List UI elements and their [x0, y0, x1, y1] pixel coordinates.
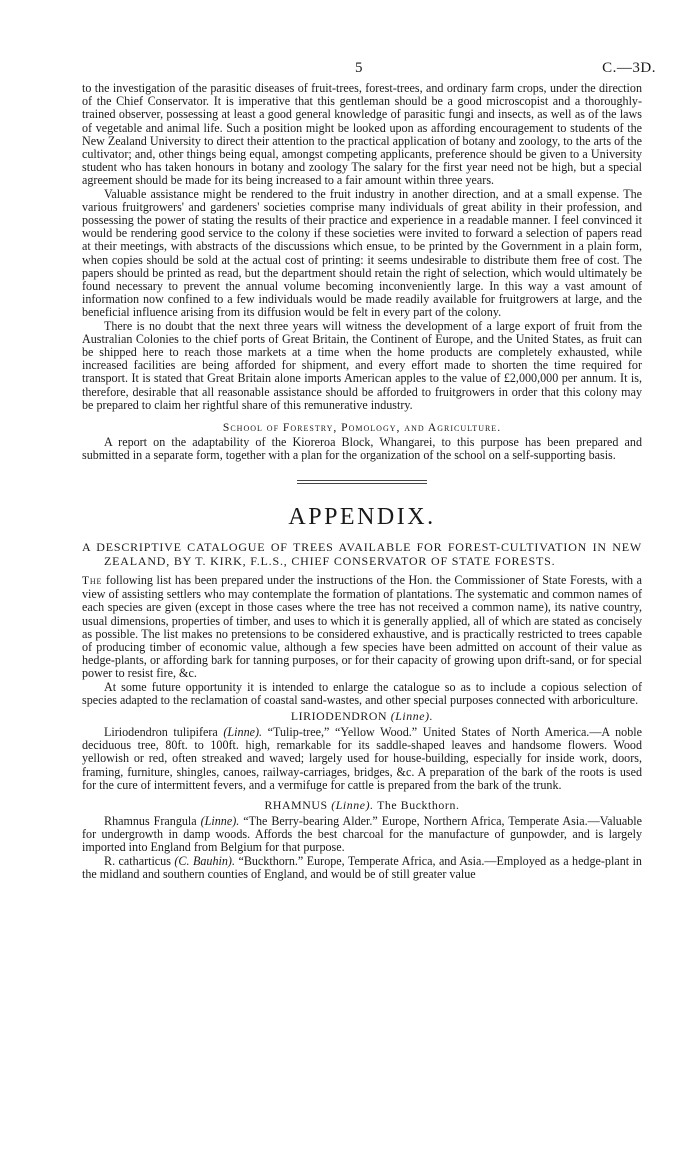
genus-authority: (Linne). — [390, 708, 434, 723]
species-entry — [82, 855, 642, 881]
genus-name: RHAMNUS — [264, 797, 328, 812]
species-latin: Rhamnus Frangula — [104, 813, 197, 828]
genus-name: LIRIODENDRON — [290, 708, 388, 723]
page-header — [0, 60, 700, 80]
species-latin: R. catharticus — [104, 853, 171, 868]
appendix-intro-lead: The — [82, 574, 103, 587]
appendix-intro-text: following list has been prepared under the instructions of the Hon. the Commissioner of State Forests, with a view of assisting settlers who may contemplate the formation of plantations. The systematic and common names of each species are given (except in those cases where the tree has not received a common name), its native country, usual dimensions, properties of timber, and uses to which it is generally applied, all of which are stated as concisely as possible. The list makes no pretensions to be considered exhaustive, and is practically restricted to trees capable of producing timber of economic value, although a few species have been admitted on account of their value as hedge-plants, or affording bark for tanning purposes, or for their capacity of growing upon drift-sand, or for special power to resist fire, &c. — [82, 572, 642, 681]
species-authority: (Linne). — [223, 724, 263, 739]
document-reference: C.—3D. — [602, 60, 656, 76]
species-entry — [82, 726, 642, 792]
intro-paragraph: There is no doubt that the next three years will witness the development of a large export of fruit from the Australian Colonies to the chief ports of Great Britain, the Continent of Europe, and the United States, as fruit can be shipped here to reach those markets at a time when the home products are completely exhausted, while increased facilities are being afforded for shipment, and every effort made to shorten the time required for transport. It is stated that Great Britain alone imports American apples to the value of £2,000,000 per annum. It is, therefore, desirable that all reasonable assistance should be afforded to fruitgrowers in order that this colony may be prepared to claim her rightful share of this remunerative industry. — [82, 318, 642, 412]
species-authority: (C. Bauhin). — [174, 853, 235, 868]
appendix-future-paragraph: At some future opportunity it is intended to enlarge the catalogue so as to include a copious selection of species adapted to the reclamation of coastal sand-wastes, and other special purposes connected with arboriculture. — [82, 679, 642, 707]
page-body — [82, 82, 642, 881]
genus-authority: (Linne). — [331, 797, 374, 812]
genus-heading — [82, 798, 642, 813]
school-section-heading: School of Forestry, Pomology, and Agriculture. — [222, 421, 502, 435]
genus-heading — [82, 709, 642, 724]
species-description: “The Berry-bearing Alder.” Europe, Northern Africa, Temperate Asia.—Valuable for undergrowth in damp woods. Affords the best charcoal for the manufacture of gunpowder, and is largely imported into England from Belgium for that purpose. — [82, 813, 642, 855]
appendix-intro-paragraph — [82, 574, 642, 681]
intro-paragraph: to the investigation of the parasitic diseases of fruit-trees, forest-trees, and ordinary farm crops, under the direction of the Chief Conservator. It is imperative that this gentleman should be a good microscopist and a thoroughly-trained observer, possessing at least a good general knowledge of parasitic fungi and insects, as well as of the laws of vegetable and animal life. Such a position might be looked upon as affording encouragement to students of the New Zealand University to direct their attention to the practical application of botany and zoology, to the arts of the cultivator; and, other things being equal, amongst competing applicants, preference should be given to a University student who has taken honours in botany and zoology The salary for the first year need not be high, but a special agreement should be made for its being increased to a fair amount within three years. — [82, 81, 642, 188]
appendix-title: APPENDIX. — [288, 504, 436, 531]
page-number: 5 — [355, 60, 363, 76]
intro-paragraph: Valuable assistance might be rendered to the fruit industry in another direction, and at a small expense. The various fruitgrowers' and gardeners' societies comprise many individuals of great ability in their profession, and possessing the power of stating the results of their practice and experience in a readable manner. I feel convinced it would be rendering good service to the colony if these societies were invited to forward a selection of papers read at their meetings, with abstracts of the discussions which ensue, to be printed by the Government in a plain form, when copies should be sold at the actual cost of printing: it seems undesirable to distribute them free of cost. The papers should be printed as read, but the department should retain the right of selection, which would ultimately be found necessary to prevent the annual volume becoming inconveniently large. In this way a vast amount of information now confined to a few individuals would be made readily available for fruitgrowers at large, and the beneficial influence arising from its diffusion would be felt in every part of the colony. — [82, 186, 642, 320]
species-entry — [82, 815, 642, 855]
species-description: “Buckthorn.” Europe, Temperate Africa, and Asia.—Employed as a hedge-plant in the midland and southern counties of England, and would be of still greater value — [82, 853, 642, 881]
catalogue-title: A DESCRIPTIVE CATALOGUE OF TREES AVAILABLE FOR FOREST-CULTIVATION IN NEW ZEALAND, BY T. KIRK, F.L.S., CHIEF CONSERVATOR OF STATE FORESTS. — [82, 540, 642, 568]
species-description: “Tulip-tree,” “Yellow Wood.” United States of North America.—A noble deciduous tree, 80ft. to 100ft. high, remarkable for its saddle-shaped leaves and handsome flowers. Wood yellowish or red, often streaked and waved; largely used for house-building, especially for inside work, doors, framing, furniture, shingles, canoes, railway-carriages, bridges, &c. A preparation of the bark of the roots is used for the cure of intermittent fevers, and a vermifuge for cattle is prepared from the bark of the trunk. — [82, 724, 642, 792]
species-latin: Liriodendron tulipifera — [104, 724, 218, 739]
genus-common-name: The Buckthorn. — [377, 797, 460, 812]
school-section-paragraph: A report on the adaptability of the Kioreroa Block, Whangarei, to this purpose has been prepared and submitted in a separate form, together with a plan for the organization of the school on a self-supporting basis. — [82, 435, 642, 463]
species-authority: (Linne). — [200, 813, 240, 828]
section-divider — [297, 480, 427, 484]
